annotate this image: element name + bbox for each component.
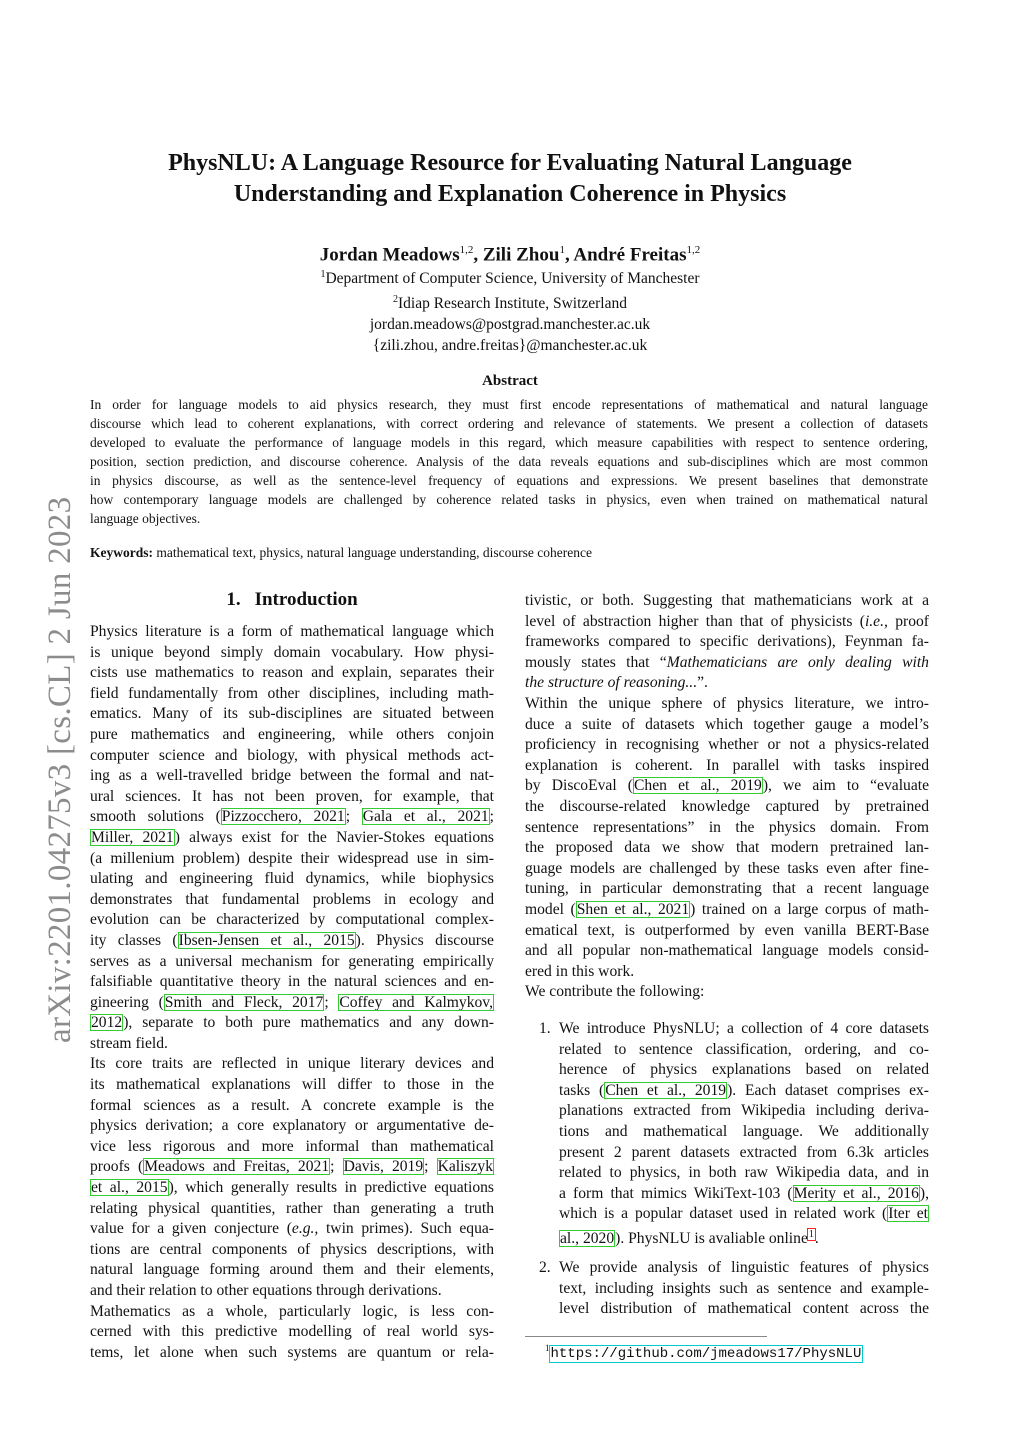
text-line: ematics. Many of its sub-disciplines are situated between (90, 705, 494, 723)
text-line: mously states that “Mathematicians are only dealing with (525, 653, 929, 671)
citation-link[interactable]: Pizzocchero, 2021 (221, 808, 345, 826)
left-column (90, 622, 494, 1363)
list-item-body (559, 1258, 929, 1320)
text-line: Physics literature is a form of mathematical language which (90, 623, 494, 640)
text-line: tivistic, or both. Suggesting that mathematicians work at a (525, 592, 929, 609)
text-line: We introduce PhysNLU; a collection of 4 core datasets (559, 1020, 929, 1037)
text-line: al., 2020). PhysNLU is avaliable online$^1$. (560, 1228, 819, 1248)
text-line: proficiency in recognising whether or not a physics-related (525, 736, 929, 754)
right-column (525, 591, 929, 1003)
arxiv-identifier-stamp[interactable]: arXiv:2201.04275v3 [cs.CL] 2 Jun 2023 (42, 496, 78, 1043)
citation-link[interactable]: Chen et al., 2019 (605, 1081, 727, 1099)
citation-link[interactable]: Davis, 2019 (343, 1158, 424, 1176)
text-line: which is a popular dataset used in related work (Iter et (559, 1205, 928, 1223)
citation-link[interactable]: Gala et al., 2021 (362, 808, 489, 826)
text-line: model (Shen et al., 2021) trained on a large corpus of math- (525, 900, 929, 918)
citation-link[interactable]: al., 2020 (560, 1230, 615, 1248)
text-line: tuning, in particular demonstrating that a recent language (525, 880, 929, 898)
affiliation-2: $^2$Idiap Research Institute, Switzerland (393, 294, 627, 313)
text-line: cists use mathematics to reason and explain, separates their (90, 664, 494, 682)
abstract-line: how contemporary language models are challenged by coherence related tasks in physics, even when trained on mathematical natural (90, 492, 928, 507)
citation-link[interactable]: Coffey and Kalmykov, (339, 993, 493, 1011)
paper-title (120, 148, 900, 210)
section-number: 1. (226, 589, 241, 610)
citation-link[interactable]: Merity et al., 2016 (793, 1184, 919, 1202)
text-line: tasks (Chen et al., 2019). Each dataset comprises ex- (559, 1081, 930, 1099)
section-title: Introduction (254, 589, 358, 610)
author-affil-mark: 1 (559, 244, 565, 256)
text-line: the discourse-related knowledge captured by pretrained (525, 797, 929, 815)
author-name: Zili Zhou (482, 244, 560, 266)
text-line: field fundamentally from other disciplines, including math- (90, 684, 494, 702)
text-line: the proposed data we show that modern pretrained lan- (525, 839, 929, 857)
text-line: and all popular non-mathematical language models consid- (525, 942, 929, 960)
title-line-1: PhysNLU: A Language Resource for Evaluating Natural Language (168, 150, 852, 176)
citation-link[interactable]: Ibsen-Jensen et al., 2015 (178, 931, 355, 949)
text-line: herence of physics explanations based on related (559, 1061, 929, 1079)
text-line: tems, let alone when such systems are quantum or rela- (90, 1343, 494, 1361)
text-line: We contribute the following: (525, 983, 705, 1001)
text-line: ural sciences. It has not been proven, for example, that (90, 787, 494, 805)
text-line: demonstrates that fundamental problems in ecology and (90, 890, 494, 908)
author-name: André Freitas (573, 244, 687, 266)
abstract-line: In order for language models to aid physics research, they must first encode representations of mathematical and natural language (90, 397, 928, 412)
abstract-heading: Abstract (482, 373, 538, 389)
text-line: explanation is coherent. In parallel with tasks inspired (525, 756, 929, 774)
author-email[interactable]: {zili.zhou, andre.freitas}@manchester.ac.uk (372, 337, 648, 355)
citation-link[interactable]: 2012 (91, 1014, 123, 1032)
text-line: serves as a universal mechanism for generating empirically (90, 952, 494, 970)
text-line: stream field. (90, 1034, 168, 1052)
text-line: Miller, 2021) always exist for the Navier-Stokes equations (91, 828, 494, 846)
text-line: duce a suite of datasets which together gauge a model’s (525, 715, 929, 733)
citation-link[interactable]: Meadows and Freitas, 2021 (144, 1158, 330, 1176)
citation-link[interactable]: Iter et (888, 1205, 928, 1223)
citation-link[interactable]: Chen et al., 2019 (634, 777, 762, 795)
affiliation-1: $^1$Department of Computer Science, University of Manchester (320, 269, 700, 288)
text-line: tions are central components of physics descriptions, with (90, 1240, 494, 1258)
text-line: level distribution of mathematical content across the (559, 1300, 929, 1318)
text-line: gineering (Smith and Fleck, 2017; Coffey and Kalmykov, (90, 993, 493, 1011)
text-line: formal sciences as a result. A concrete example is the (90, 1096, 494, 1114)
citation-link[interactable]: Kaliszyk (437, 1158, 494, 1176)
text-line: the structure of reasoning...”. (525, 674, 708, 692)
text-line: cerned with this predictive modelling of real world sys- (90, 1323, 494, 1341)
text-line: related to sentence classification, ordering, and co- (559, 1040, 929, 1058)
text-line: Mathematics as a whole, particularly logic, is less con- (90, 1302, 494, 1320)
citation-link[interactable]: Smith and Fleck, 2017 (164, 993, 324, 1011)
text-line: is unique beyond simply domain vocabulary. How physi- (90, 643, 494, 661)
text-line: ing as a well-travelled bridge between the formal and nat- (90, 767, 494, 785)
text-line: and their relation to other equations through derivations. (90, 1282, 442, 1299)
citation-link[interactable]: et al., 2015 (91, 1179, 168, 1197)
text-line: We provide analysis of linguistic features of physics (559, 1259, 929, 1276)
text-line: a form that mimics WikiText-103 (Merity et al., 2016), (559, 1184, 929, 1202)
text-line: falsifiable quantitative theory in the natural sciences and en- (90, 973, 494, 991)
text-line: physics derivation; a core explanatory or argumentative de- (90, 1117, 494, 1135)
footnote-marker-link[interactable]: 1 (808, 1228, 814, 1240)
text-line: sentence representations” in the physics domain. From (525, 818, 929, 836)
text-line: by DiscoEval (Chen et al., 2019), we aim to “evaluate (525, 777, 930, 795)
text-line: (a millenium problem) despite their widespread use in sim- (90, 849, 494, 867)
abstract-body (90, 395, 928, 528)
text-line: et al., 2015), which generally results in predictive equations (91, 1179, 494, 1197)
affiliations (160, 264, 860, 356)
list-marker: 2. (539, 1259, 551, 1276)
keywords-text: mathematical text, physics, natural language understanding, discourse coherence (156, 545, 592, 560)
text-line: computer science and biology, with physical methods act- (90, 746, 494, 764)
text-line: frameworks compared to specific derivations), Feynman fa- (525, 633, 929, 651)
text-line: relating physical quantities, rather than generating a truth (90, 1199, 494, 1217)
author-name: Jordan Meadows (319, 244, 460, 266)
footnote (545, 1343, 862, 1362)
text-line: ematical text, is outperformed by even vanilla BERT-Base (525, 921, 929, 939)
keywords (90, 545, 592, 561)
citation-link[interactable]: Miller, 2021 (91, 828, 174, 846)
text-line: tions and mathematical language. We additionally (559, 1122, 929, 1140)
text-line: ity classes (Ibsen-Jensen et al., 2015). Physics discourse (90, 931, 494, 949)
author-email[interactable]: jordan.meadows@postgrad.manchester.ac.uk (369, 316, 651, 334)
abstract-line: developed to evaluate the performance of language models in this regard, which measure capabilities with respect to sentence ordering, (90, 435, 928, 450)
author-list: Jordan Meadows$^{1,2}$, Zili Zhou$^1$, André Freitas$^{1,2}$ (319, 244, 701, 266)
text-line: planations extracted from Wikipedia including deriva- (559, 1102, 929, 1120)
abstract-line: position, section prediction, and discourse coherence. Analysis of the data reveals equations and sub-disciplines which are most common (90, 454, 928, 469)
text-line: related to physics, in both raw Wikipedia data, and in (559, 1164, 929, 1182)
text-line: vice less rigorous and more informal than mathematical (90, 1137, 494, 1155)
text-line: value for a given conjecture (e.g., twin primes). Such equa- (90, 1220, 495, 1238)
title-line-2: Understanding and Explanation Coherence in Physics (233, 181, 787, 207)
text-line: ulating and engineering fluid dynamics, while biophysics (90, 870, 494, 888)
text-line: smooth solutions (Pizzocchero, 2021; Gala et al., 2021; (90, 808, 495, 826)
footnote-url-link[interactable]: https://github.com/jmeadows17/PhysNLU (550, 1345, 862, 1362)
text-line: Within the unique sphere of physics literature, we intro- (525, 694, 929, 712)
footnote-number: 1 (545, 1343, 550, 1353)
author-affil-mark: 1,2 (686, 244, 701, 256)
text-line: its mathematical explanations will differ to those in the (90, 1076, 494, 1094)
text-line: natural language forming around them and their elements, (90, 1261, 494, 1279)
text-line: level of abstraction higher than that of physicists (i.e., proof (525, 612, 929, 630)
list-item-body (559, 1019, 929, 1246)
footnote-divider (525, 1336, 767, 1337)
abstract-line: language objectives. (90, 511, 201, 526)
text-line: guage models are challenged by these tasks even after fine- (525, 859, 929, 877)
citation-link[interactable]: Shen et al., 2021 (576, 900, 690, 918)
text-line: 2012), separate to both pure mathematics and any down- (91, 1014, 494, 1032)
text-line: Its core traits are reflected in unique literary devices and (90, 1055, 494, 1073)
list-marker: 1. (539, 1020, 551, 1037)
text-line: present 2 parent datasets extracted from 6.3k articles (559, 1143, 929, 1161)
abstract-line: in physics discourse, as well as the sentence-level frequency of equations and expressions. We present baselines that demonstrate (90, 473, 928, 488)
text-line: proofs (Meadows and Freitas, 2021; Davis, 2019; Kaliszyk (90, 1158, 494, 1176)
text-line: evolution can be characterized by computational complex- (90, 911, 494, 929)
author-affil-mark: 1,2 (459, 244, 474, 256)
keywords-label: Keywords: (90, 545, 153, 560)
text-line: ered in this work. (525, 962, 635, 980)
section-heading (90, 589, 494, 611)
text-line: pure mathematics and engineering, while others conjoin (90, 725, 494, 743)
abstract-line: discourse which lead to coherent explanations, with correct ordering and relevance of statements. We present a collection of datasets (90, 416, 928, 431)
text-line: text, including insights such as sentence and example- (559, 1279, 929, 1297)
